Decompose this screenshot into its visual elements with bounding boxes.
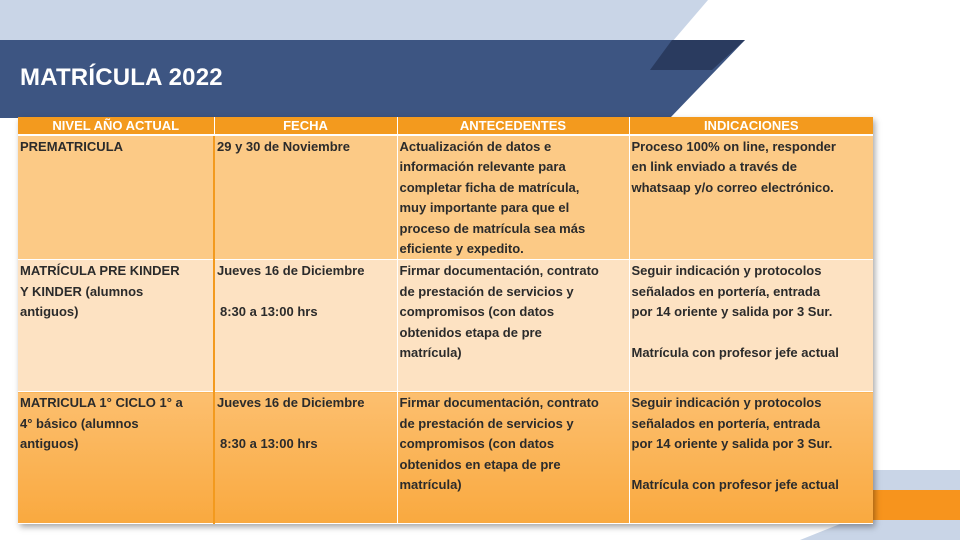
cell-text: matrícula) — [399, 477, 462, 493]
column-header-fecha: FECHA — [214, 117, 397, 135]
table-row — [18, 135, 873, 260]
page-title: MATRÍCULA 2022 — [20, 64, 223, 91]
cell-text: eficiente y expedito. — [399, 241, 524, 257]
cell-indicaciones — [629, 392, 873, 524]
cell-text: muy importante para que el — [399, 200, 570, 216]
cell-text: antiguos) — [20, 304, 79, 320]
table-row — [18, 392, 873, 524]
column-header-indicaciones: INDICACIONES — [629, 117, 873, 135]
cell-text: compromisos (con datos — [399, 304, 555, 320]
cell-fecha — [214, 135, 397, 260]
cell-date: Jueves 16 de Diciembre — [217, 263, 365, 279]
cell-text: MATRÍCULA PRE KINDER — [20, 263, 180, 279]
cell-text: Matrícula con profesor jefe actual — [631, 476, 839, 492]
cell-text: Y KINDER (alumnos — [20, 283, 144, 299]
cell-nivel — [18, 392, 214, 524]
cell-text: PREMATRICULA — [20, 139, 124, 154]
cell-text: matrícula) — [399, 345, 462, 361]
cell-text: obtenidos etapa de pre — [399, 324, 542, 340]
cell-text: Actualización de datos e — [399, 139, 552, 154]
cell-antecedentes — [397, 392, 629, 524]
cell-text: antiguos) — [20, 436, 79, 452]
cell-fecha — [214, 392, 397, 524]
cell-text: en link enviado a través de — [631, 159, 797, 175]
cell-text: Matrícula con profesor jefe actual — [631, 344, 839, 360]
cell-text: de prestación de servicios y — [399, 415, 574, 431]
cell-text: información relevante para — [399, 159, 566, 175]
cell-text: proceso de matrícula sea más — [399, 220, 586, 236]
cell-text: señalados en portería, entrada — [631, 283, 821, 299]
cell-text: Firmar documentación, contrato — [399, 395, 599, 411]
cell-time: 8:30 a 13:00 hrs — [220, 435, 318, 451]
cell-text: obtenidos en etapa de pre — [399, 456, 561, 472]
cell-antecedentes — [397, 135, 629, 260]
cell-text: completar ficha de matrícula, — [399, 179, 580, 195]
table-row — [18, 260, 873, 392]
cell-text: 4° básico (alumnos — [20, 415, 139, 431]
cell-text: Seguir indicación y protocolos — [631, 263, 822, 279]
cell-text: whatsaap y/o correo electrónico. — [631, 179, 834, 195]
cell-nivel — [18, 260, 214, 392]
cell-fecha — [214, 260, 397, 392]
cell-indicaciones — [629, 260, 873, 392]
column-header-antecedentes: ANTECEDENTES — [397, 117, 629, 135]
cell-text: Firmar documentación, contrato — [399, 263, 599, 279]
top-decorative-band — [0, 0, 960, 42]
cell-time: 8:30 a 13:00 hrs — [220, 303, 318, 319]
cell-indicaciones — [629, 135, 873, 260]
cell-antecedentes — [397, 260, 629, 392]
cell-nivel — [18, 135, 214, 260]
cell-text: Proceso 100% on line, responder — [631, 139, 836, 154]
cell-text: por 14 oriente y salida por 3 Sur. — [631, 436, 833, 452]
enrollment-table — [18, 117, 873, 524]
cell-text: señalados en portería, entrada — [631, 415, 821, 431]
cell-text: Seguir indicación y protocolos — [631, 395, 822, 411]
cell-text: de prestación de servicios y — [399, 283, 574, 299]
table-header-row — [18, 117, 873, 135]
cell-date: Jueves 16 de Diciembre — [217, 395, 365, 411]
cell-text: compromisos (con datos — [399, 436, 555, 452]
cell-text: MATRICULA 1° CICLO 1° a — [20, 395, 183, 411]
column-header-nivel: NIVEL AÑO ACTUAL — [18, 117, 214, 135]
cell-text: 29 y 30 de Noviembre — [217, 139, 350, 154]
cell-text: por 14 oriente y salida por 3 Sur. — [631, 304, 833, 320]
